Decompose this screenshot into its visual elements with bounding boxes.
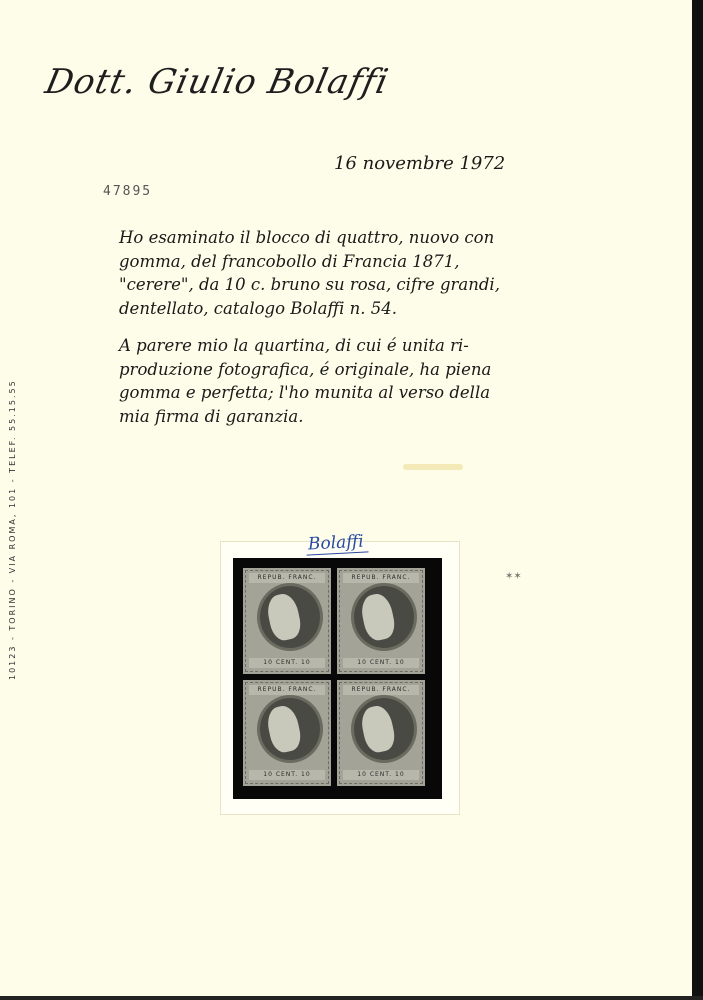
stamp-top-label: REPUB. FRANC.	[343, 573, 419, 583]
side-address: 10123 - TORINO - VIA ROMA, 101 - TELEF. 55.15.55	[8, 379, 17, 680]
stamp-value-label: 10 CENT. 10	[249, 658, 325, 668]
stamp-block-of-four	[233, 558, 442, 799]
text-line: Ho esaminato il blocco di quattro, nuovo con	[119, 228, 495, 247]
certificate-number: 47895	[103, 184, 153, 199]
text-line: gomma, del francobollo di Francia 1871,	[119, 251, 460, 271]
paper-stain	[403, 464, 463, 470]
text-line: dentellato, catalogo Bolaffi n. 54.	[119, 298, 398, 318]
text-line: A parere mio la quartina, di cui é unita ri-	[119, 336, 469, 355]
stamp-top-label: REPUB. FRANC.	[343, 685, 419, 695]
stamp	[337, 568, 425, 674]
certificate-date: 16 novembre 1972	[334, 153, 506, 174]
stamp-value-label: 10 CENT. 10	[249, 770, 325, 780]
stamp	[337, 680, 425, 786]
text-line: gomma e perfetta; l'ho munita al verso della	[119, 383, 491, 402]
text-line: produzione fotografica, é originale, ha piena	[119, 359, 492, 379]
stamp-value-label: 10 CENT. 10	[343, 658, 419, 668]
letterhead-name: Dott. Giulio Bolaffi	[41, 62, 393, 102]
stamp-value-label: 10 CENT. 10	[343, 770, 419, 780]
stamp-top-label: REPUB. FRANC.	[249, 573, 325, 583]
stamp	[243, 568, 331, 674]
paragraph-examination	[119, 226, 619, 320]
paragraph-opinion	[119, 334, 619, 428]
stamp	[243, 680, 331, 786]
scan-edge-bottom	[0, 996, 703, 1000]
scan-edge-right	[692, 0, 703, 1000]
stamp-top-label: REPUB. FRANC.	[249, 685, 325, 695]
text-line: mia firma di garanzia.	[119, 406, 304, 426]
text-line: "cerere", da 10 c. bruno su rosa, cifre grandi,	[119, 275, 500, 294]
corner-mark: ✶✶	[505, 571, 522, 582]
handwritten-signature: Bolaffi	[305, 531, 368, 555]
